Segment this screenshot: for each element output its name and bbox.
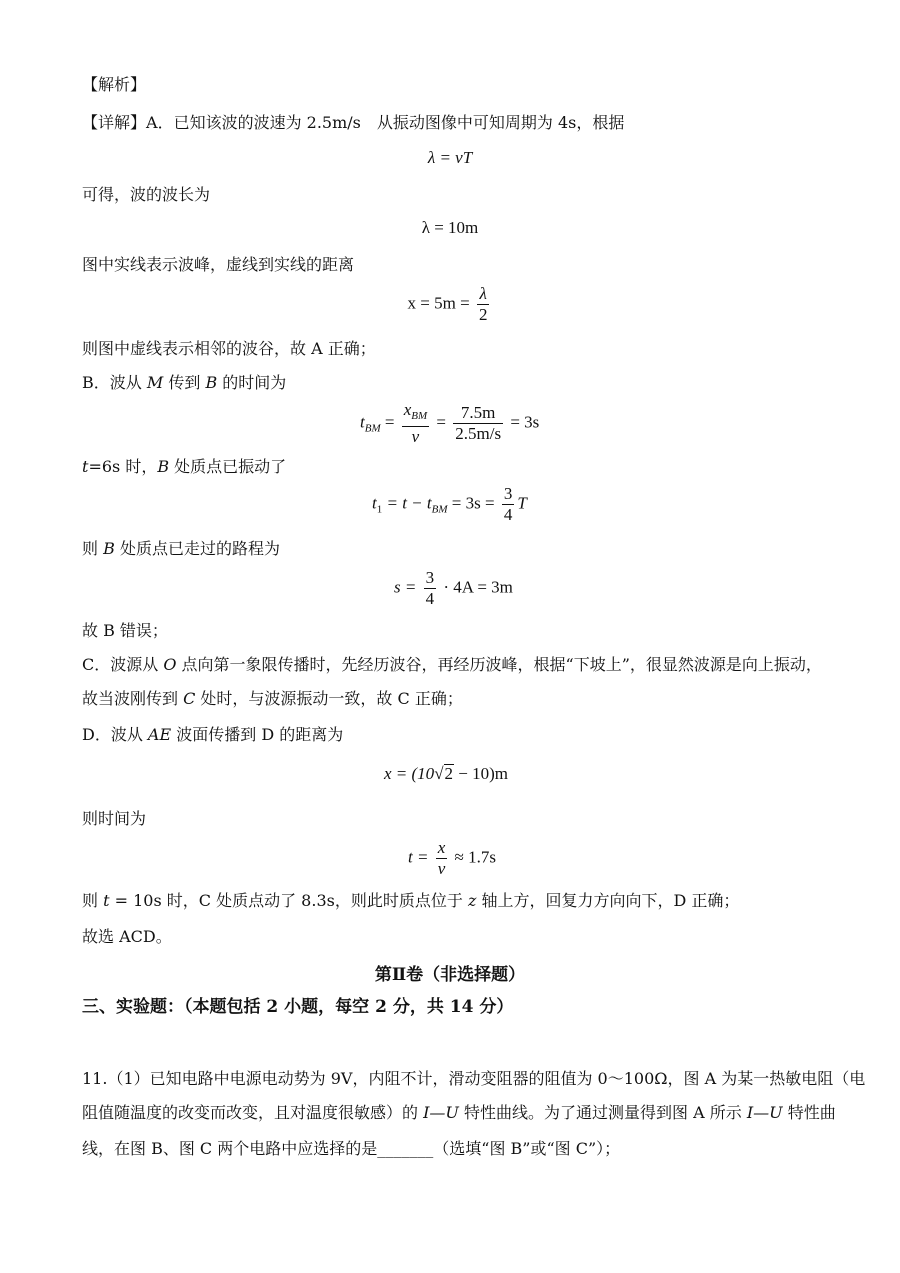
equation-6 [394, 568, 513, 609]
equation-7 [384, 764, 508, 784]
q11-l2-iu: I—U [423, 1103, 459, 1122]
text-final: 故选 ACD。 [82, 927, 172, 946]
b1-post: 的时间为 [217, 373, 287, 392]
c1-post: 点向第一象限传播时，先经历波谷，再经历波峰，根据“下坡上”，很显然波源是向上振动， [176, 655, 822, 674]
b3-post: 处质点已走过的路程为 [114, 539, 280, 558]
b1-pre: B．波从 [82, 373, 147, 392]
eq5-T: T [517, 493, 527, 513]
eq4-result: = 3s [510, 412, 540, 432]
eq6-right: · 4A = 3m [443, 577, 513, 597]
equation-5 [372, 484, 527, 525]
eq4-num1 [402, 400, 429, 427]
q11-l2-mid: 特性曲线。为了通过测量得到图 A 所示 [458, 1103, 747, 1122]
eq7-left: x = (10 [384, 764, 435, 783]
b2-pre: =6s 时， [88, 457, 158, 476]
eq5-eq: = 3s = [451, 493, 495, 513]
c1-pre: C．波源从 [82, 655, 164, 674]
text-b2 [82, 456, 286, 478]
text-a4: 则图中虚线表示相邻的波谷，故 A 正确； [82, 339, 376, 358]
b1-m: M [146, 373, 164, 392]
b2-b: B [157, 457, 170, 476]
q11-l2-iu2: I—U [746, 1103, 783, 1122]
eq7-right: − 10)m [458, 764, 509, 783]
eq3-denominator: 2 [478, 305, 488, 324]
text-b4: 故 B 错误； [82, 621, 168, 640]
text-b1 [82, 372, 286, 394]
detail-label: 【详解】 [82, 113, 147, 132]
eq8-fraction [436, 838, 448, 879]
c2-pre: 故当波刚传到 [82, 689, 184, 708]
c2-post: 处时，与波源振动一致，故 C 正确； [195, 689, 463, 708]
sqrt-sign: √ [434, 764, 444, 783]
equation-4 [360, 400, 539, 447]
d3-mid: = 10s 时，C 处质点动了 8.3s，则此时质点位于 [109, 891, 468, 910]
text-a3: 图中实线表示波峰，虚线到实线的距离 [82, 255, 355, 274]
text-c2 [82, 688, 463, 710]
b3-pre: 则 [82, 539, 104, 558]
q11-line-1: 11.（1）已知电路中电源电动势为 9V，内阻不计，滑动变阻器的阻值为 0～100Ω，图 A 为某一热敏电阻（电 [82, 1069, 866, 1088]
eq8-right: ≈ 1.7s [454, 847, 496, 867]
eq4-num1-sub: BM [411, 410, 428, 422]
q11-l2-pre: 阻值随温度的改变而改变，且对温度很敏感）的 [82, 1103, 424, 1122]
eq5-mid: = t − t [386, 493, 432, 513]
equation-8 [408, 838, 496, 879]
eq8-left: t = [408, 847, 429, 867]
d1-pre: D．波从 [82, 725, 148, 744]
eq5-sub: 1 [376, 503, 383, 516]
eq3-numerator: λ [477, 284, 490, 305]
d3-post: 轴上方，回复力方向向下，D 正确； [476, 891, 740, 910]
d3-t: t [103, 891, 110, 910]
detail-line-a1 [82, 112, 624, 134]
text-c1 [82, 654, 822, 676]
b1-mid: 传到 [163, 373, 206, 392]
d3-z: z [467, 891, 477, 910]
eq5-num: 3 [503, 484, 513, 503]
q11-l2-post: 特性曲 [782, 1103, 836, 1122]
eq5-den: 4 [503, 505, 513, 524]
b1-b: B [205, 373, 218, 392]
b2-t: t [82, 457, 89, 476]
text-a2: 可得，波的波长为 [82, 185, 211, 204]
q11-line-3: 线，在图 B、图 C 两个电路中应选择的是_______（选填“图 B”或“图 C”）； [82, 1139, 621, 1158]
eq4-fraction-1 [402, 400, 429, 447]
text-a1: A．已知该波的波速为 2.5m/s 从振动图像中可知周期为 4s，根据 [146, 113, 625, 132]
eq6-left: s = [394, 577, 417, 597]
part-title: 三、实验题：（本题包括 2 小题，每空 2 分，共 14 分） [82, 997, 514, 1017]
eq5-t: t [372, 493, 377, 513]
eq4-num1-x: x [403, 400, 412, 419]
eq4-den1: v [411, 427, 420, 446]
eq4-equals-2: = [436, 412, 446, 432]
b3-b: B [103, 539, 115, 558]
eq5-fraction [502, 484, 515, 525]
text-b3 [82, 538, 280, 560]
eq6-den: 4 [425, 589, 435, 608]
eq4-num2: 7.5m [453, 403, 503, 424]
equation-3 [0, 284, 900, 325]
text-d3 [82, 890, 739, 912]
equation-2: λ = 10m [421, 218, 479, 237]
q11-line-2 [82, 1102, 836, 1124]
d1-post: 波面传播到 D 的距离为 [171, 725, 344, 744]
eq8-den: v [437, 859, 446, 878]
section-title: 第Ⅱ卷（非选择题） [374, 965, 526, 985]
d3-pre: 则 [82, 891, 104, 910]
eq3-fraction [477, 284, 490, 325]
eq4-sub: BM [364, 422, 381, 435]
eq4-fraction-2 [453, 403, 503, 444]
text-d2: 则时间为 [82, 809, 147, 828]
c1-o: O [163, 655, 177, 674]
eq7-sqrt: 2 [444, 764, 454, 783]
eq6-fraction [424, 568, 437, 609]
eq5-mid-sub: BM [431, 503, 448, 516]
b2-post: 处质点已振动了 [169, 457, 287, 476]
c2-c: C [183, 689, 196, 708]
text-d1 [82, 724, 343, 746]
eq4-t: t [360, 412, 365, 432]
eq8-num: x [437, 838, 446, 857]
d1-ae: AE [147, 725, 172, 744]
eq6-num: 3 [425, 568, 435, 587]
eq3-left: x = 5m = [407, 293, 470, 313]
eq4-den2: 2.5m/s [455, 424, 502, 443]
analysis-heading: 【解析】 [82, 75, 147, 94]
eq4-equals-1: = [384, 412, 395, 432]
equation-1: λ = vT [427, 148, 473, 167]
